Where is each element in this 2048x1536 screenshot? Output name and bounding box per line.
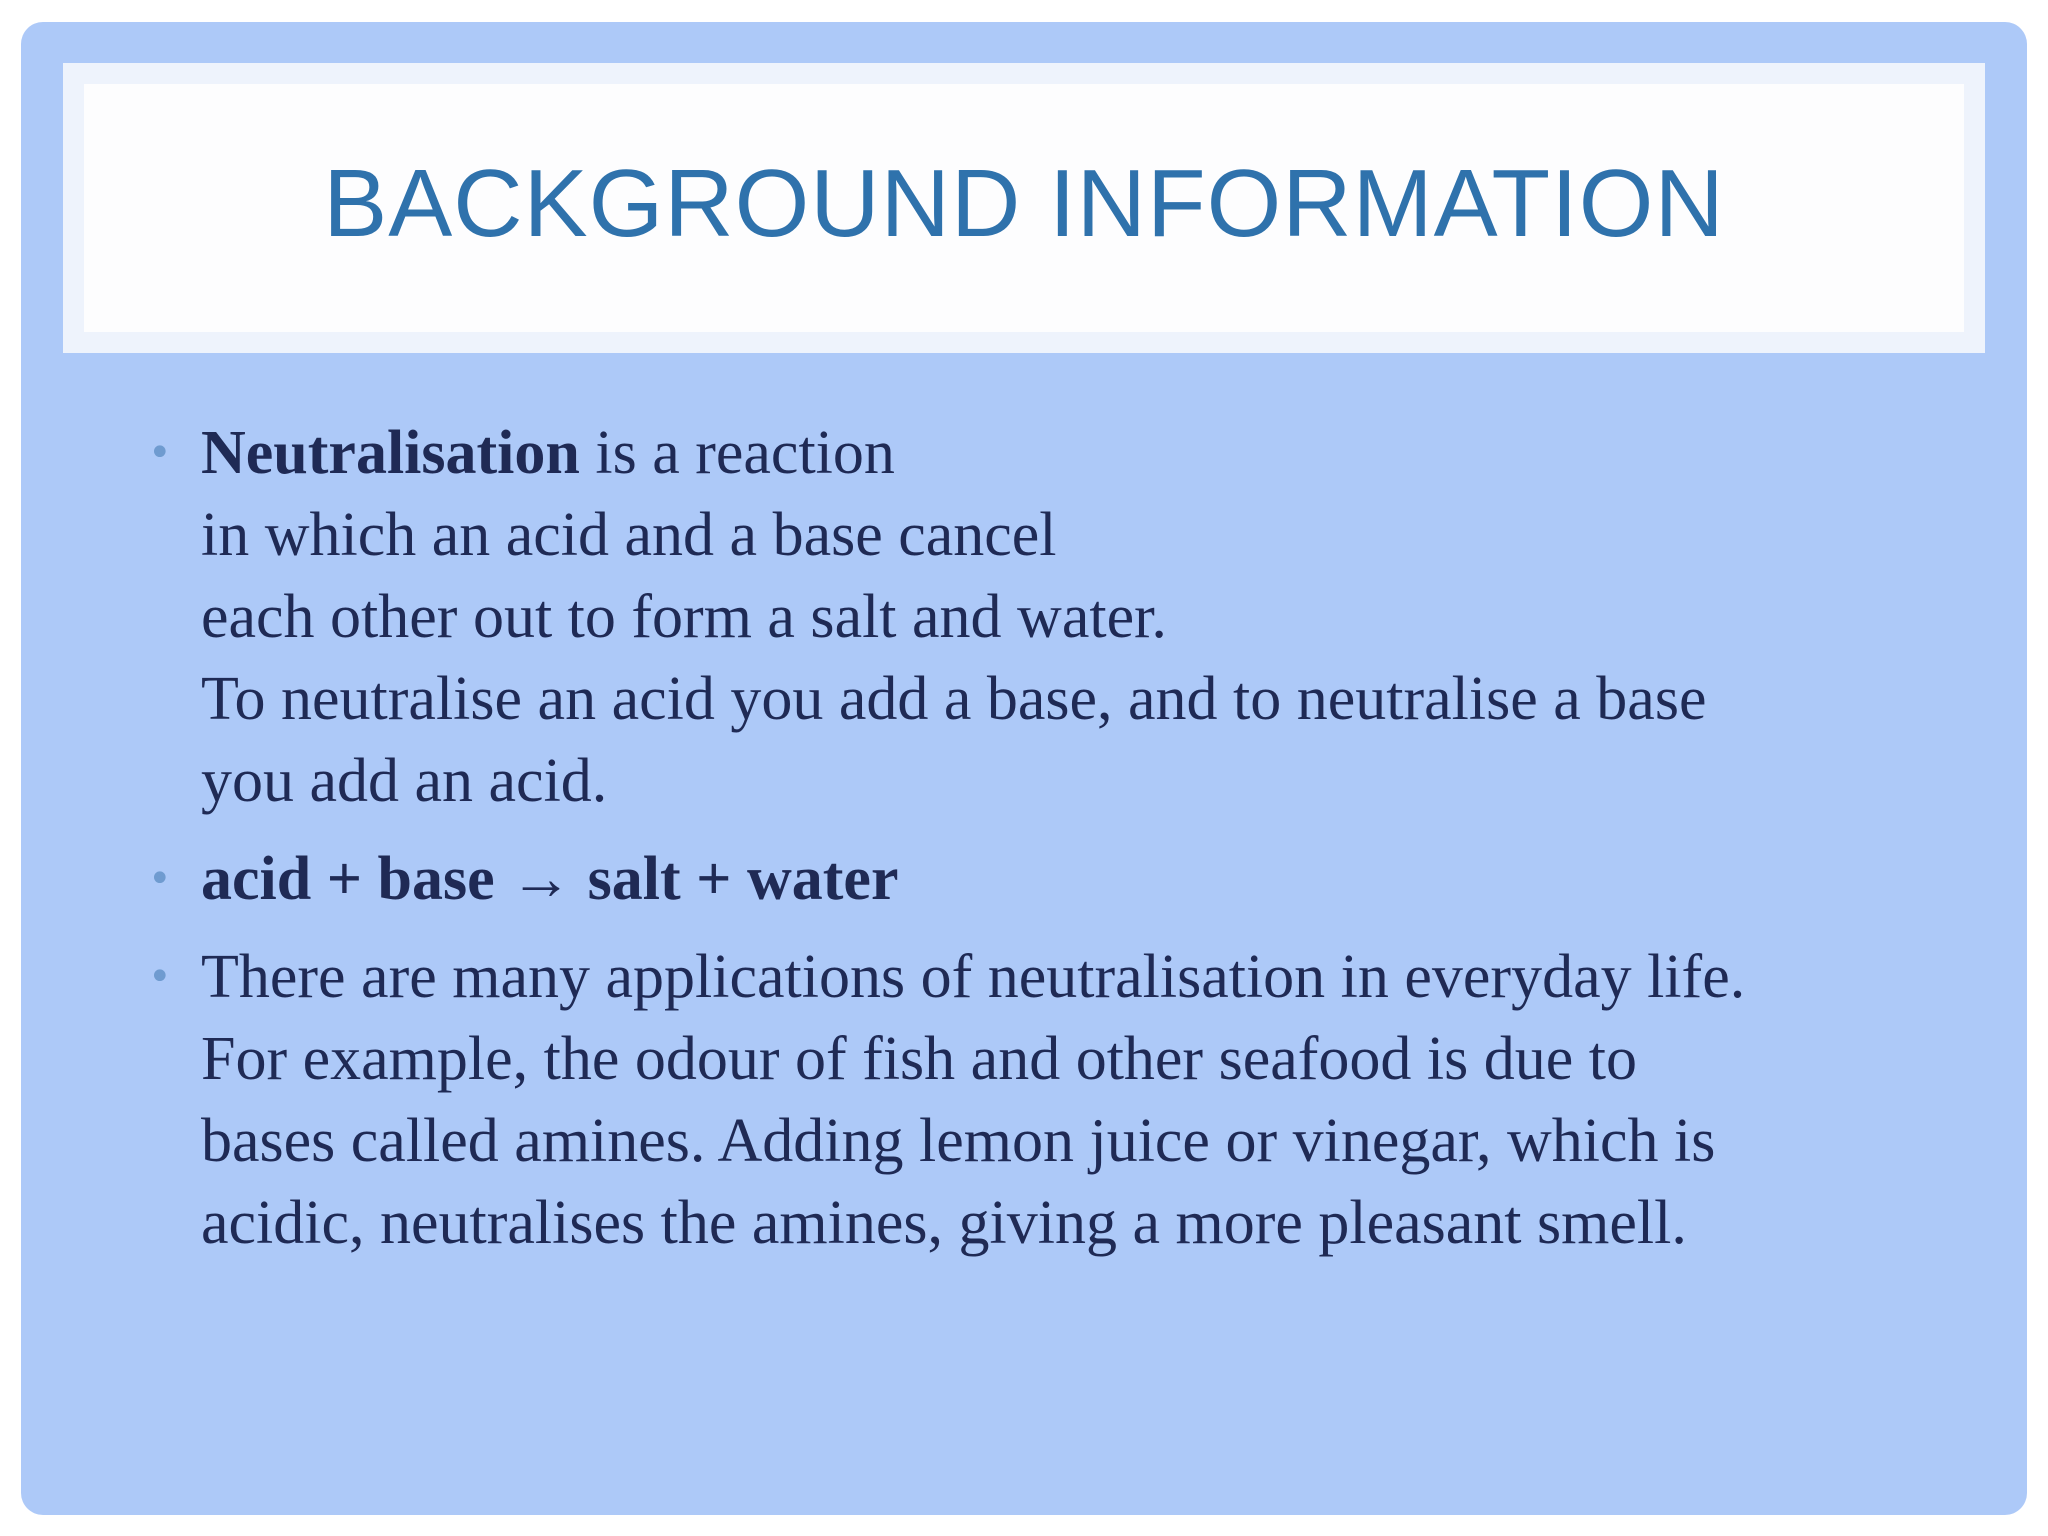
bullet-line: each other out to form a salt and water. [201,583,1167,651]
word-equation: acid + base → salt + water [201,845,899,913]
title-frame [63,63,1985,353]
bullet-list [148,412,1998,1264]
title-box [84,84,1964,332]
bullet-dot-icon: • [148,856,172,902]
bullet-line: To neutralise an acid you add a base, and to neutralise a base [201,665,1707,733]
bullet-text: is a reaction [579,419,895,487]
bullet-item-applications [148,936,1998,1264]
slide-title: BACKGROUND INFORMATION [323,150,1725,257]
bullet-line: bases called amines. Adding lemon juice or vinegar, which is [201,1107,1716,1175]
bullet-line: For example, the odour of fish and other seafood is due to [201,1025,1637,1093]
bullet-line: acidic, neutralises the amines, giving a more pleasant smell. [201,1189,1687,1257]
bullet-dot-icon: • [148,954,172,1000]
bullet-item-neutralisation [148,412,1998,822]
bullet-line [201,412,1998,494]
bullet-dot-icon: • [148,430,172,476]
bullet-line: in which an acid and a base cancel [201,501,1057,569]
bullet-line: you add an acid. [201,747,608,815]
bullet-item-equation [148,838,1998,920]
neutralisation-term: Neutralisation [201,419,580,487]
slide [21,22,2027,1515]
bullet-line: There are many applications of neutralisation in everyday life. [201,943,1746,1011]
